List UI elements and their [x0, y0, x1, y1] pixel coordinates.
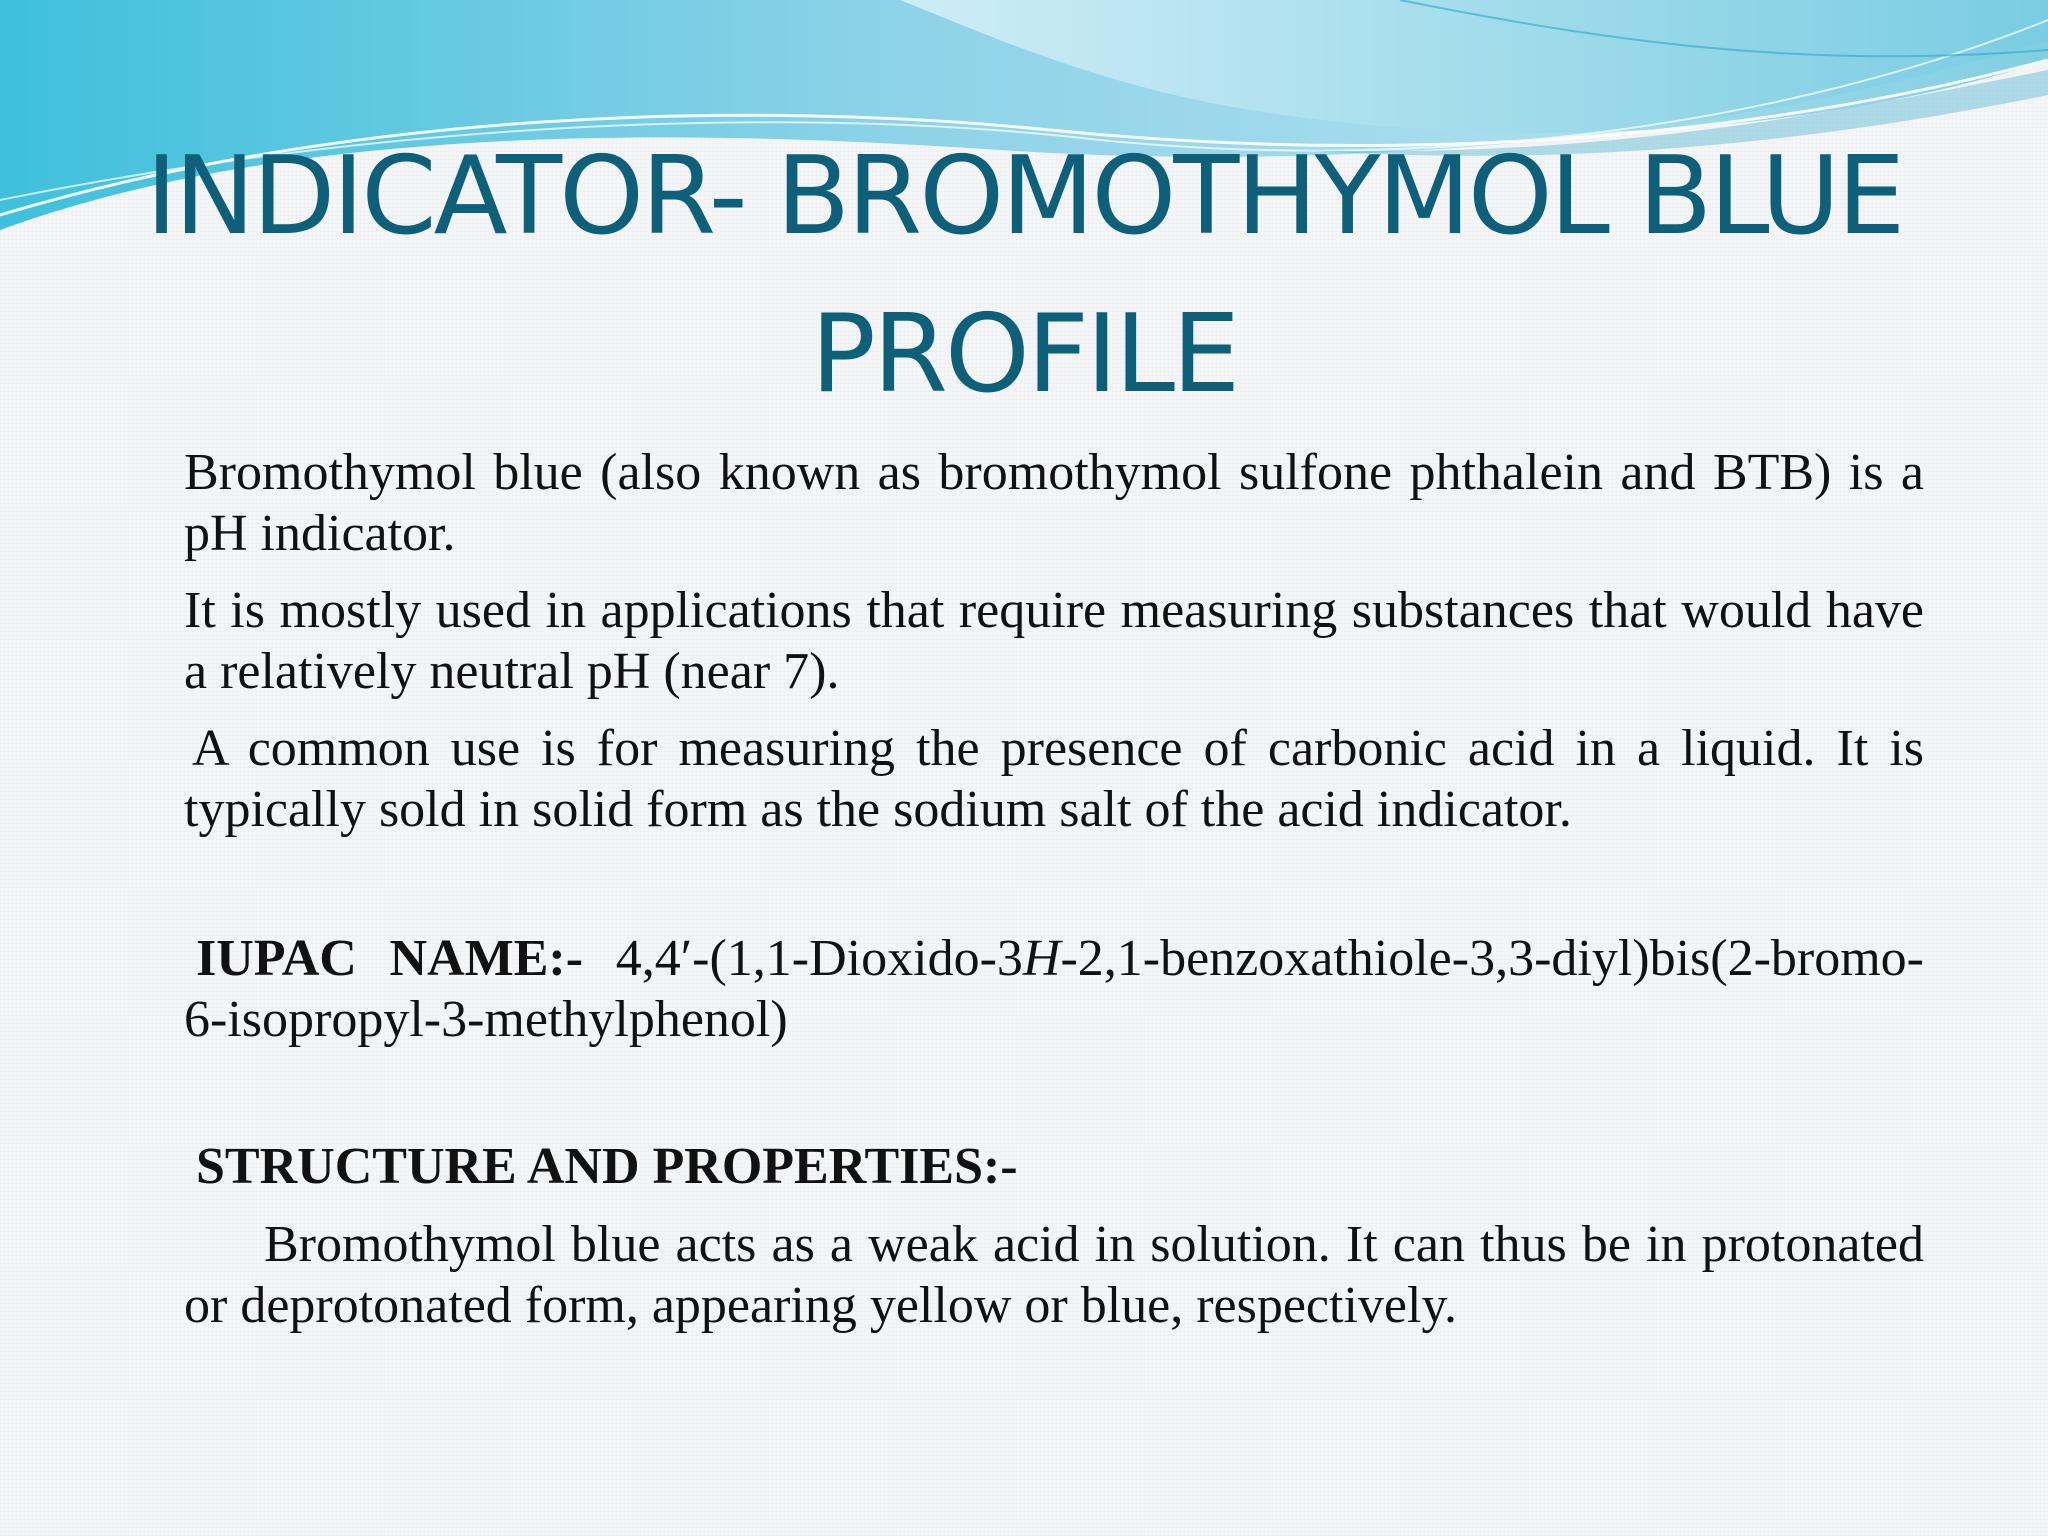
paragraph-common-use: A common use is for measuring the presence of carbonic acid in a liquid. It is typically sold in solid form as the sodium salt of the acid indicator. [184, 720, 1924, 838]
iupac-name-part2: -2,1-benzoxathiole-3,3-diyl)bis(2-bromo-6-isopropyl-3-methylphenol) [184, 930, 1924, 1048]
slide-title: INDICATOR- BROMOTHYMOL BLUE PROFILE [145, 134, 1903, 417]
paragraph-usage: It is mostly used in applications that require measuring substances that would have a relatively neutral pH (near 7). [184, 582, 1924, 700]
iupac-paragraph [184, 928, 1924, 1050]
iupac-label: IUPAC NAME:- [196, 930, 584, 987]
structure-paragraph: Bromothymol blue acts as a weak acid in solution. It can thus be in protonated or deprotonated form, appearing yellow or blue, respectively. [184, 1216, 1924, 1334]
paragraph-definition: Bromothymol blue (also known as bromothymol sulfone phthalein and BTB) is a pH indicator. [184, 444, 1924, 562]
iupac-name-part1: 4,4′-(1,1-Dioxido-3 [615, 930, 1023, 987]
iupac-name-italic: H [1022, 930, 1061, 987]
structure-heading: STRUCTURE AND PROPERTIES:- [196, 1138, 1018, 1195]
